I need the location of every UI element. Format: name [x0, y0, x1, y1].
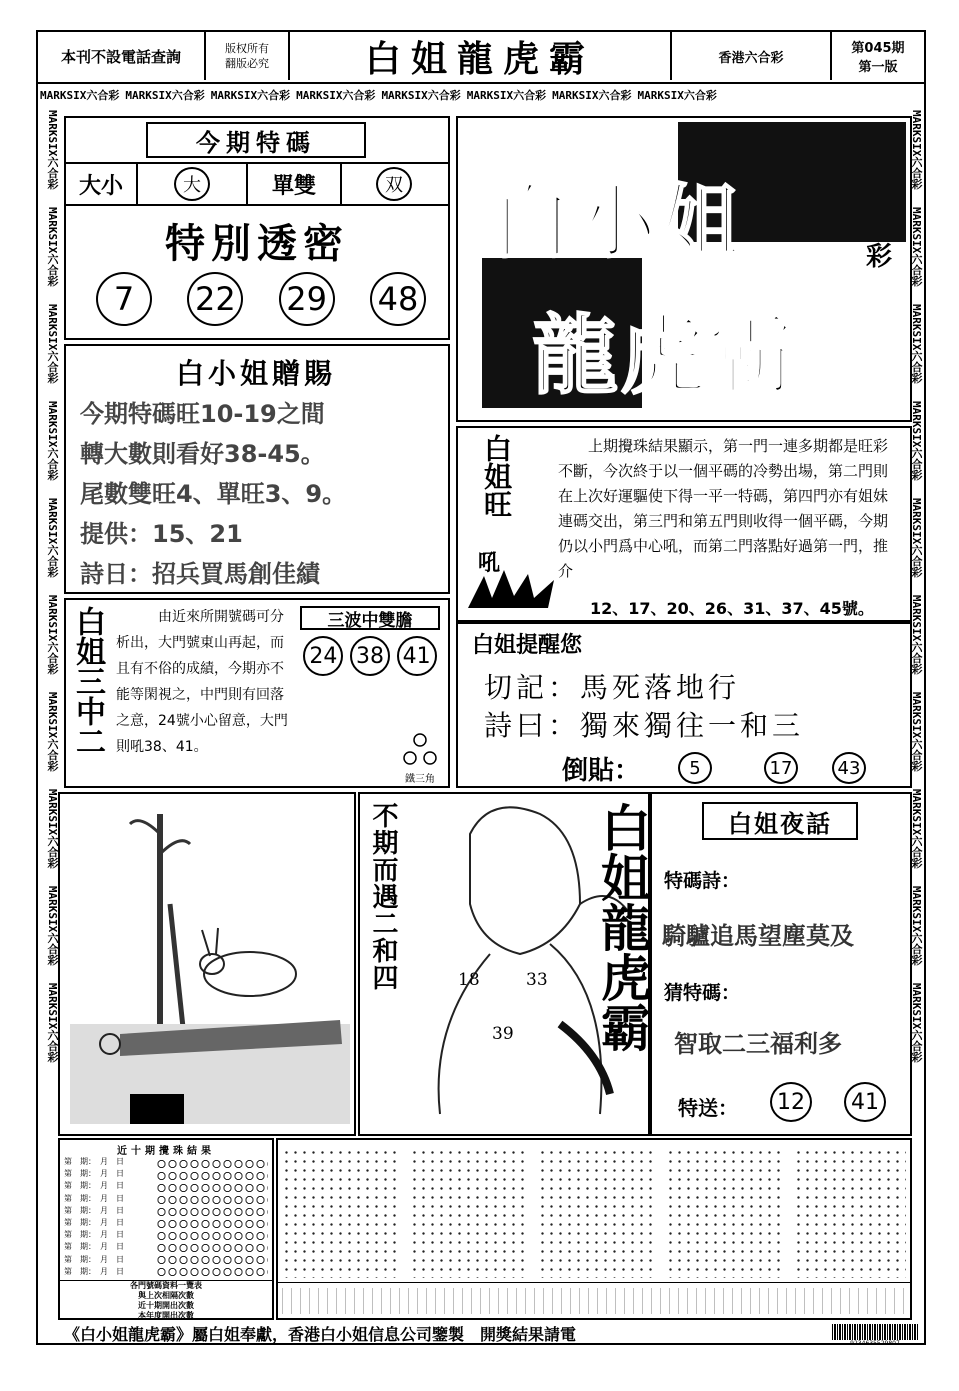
unexpected-vertical-text: 不期而遇二和四	[368, 802, 398, 991]
logo-line-1: 白小姐	[492, 175, 744, 269]
prosper-box	[456, 426, 912, 622]
results-row: 第 期： 月 日	[64, 1193, 124, 1203]
marksix-strip	[40, 84, 922, 106]
barcode-number: 9234635529807	[850, 1340, 900, 1347]
number-grid-panel	[410, 1148, 528, 1278]
paste-number: 17	[764, 752, 798, 784]
grid-stats-rows	[282, 1288, 906, 1314]
results-row: 第 期： 月 日	[64, 1157, 124, 1166]
iron-triangle-label: 鐵三角	[405, 774, 435, 785]
results-row: 第 期： 月 日	[64, 1230, 124, 1240]
side-right-label-5: MARKSIX六合彩	[910, 497, 923, 578]
side-left-label-4: MARKSIX六合彩	[46, 400, 59, 481]
special-code-title: 今期特碼	[146, 122, 366, 158]
side-right-label-9: MARKSIX六合彩	[910, 885, 923, 966]
number-grid-panel	[538, 1148, 656, 1278]
special-code-box	[64, 116, 450, 206]
remind-title: 白姐提醒您	[472, 633, 583, 658]
rabbit-illustration	[60, 794, 354, 1134]
side-right-label-7: MARKSIX六合彩	[910, 691, 923, 772]
side-right-label-1: MARKSIX六合彩	[910, 110, 923, 190]
no-phone-notice: 本刊不設電話查詢	[38, 32, 206, 80]
size-value: 大	[174, 167, 210, 201]
marksix-side-left	[38, 110, 60, 1330]
edition-label: 第一版	[858, 60, 898, 75]
page-title: 白姐龍虎霸	[364, 37, 595, 80]
three-two-box	[64, 598, 450, 788]
reveal-number: 7	[96, 272, 152, 326]
three-wave-numbers	[300, 636, 440, 676]
three-wave-number: 24	[303, 636, 343, 676]
girl-number: 39	[492, 1024, 514, 1044]
side-left-label-2: MARKSIX六合彩	[46, 206, 59, 287]
guess-text: 智取二三福利多	[674, 1030, 842, 1058]
number-grid-panel	[666, 1148, 784, 1278]
strip-label-1: MARKSIX六合彩	[40, 89, 120, 102]
special-code-row	[66, 162, 448, 204]
results-row: 第 期： 月 日	[64, 1169, 124, 1179]
gift-box	[64, 344, 450, 594]
results-footer-title: 各門號碼資料一覽表	[130, 1281, 202, 1290]
send-number: 12	[770, 1082, 812, 1122]
side-right-label-4: MARKSIX六合彩	[910, 400, 923, 481]
side-left-label-7: MARKSIX六合彩	[46, 691, 59, 772]
side-left-label-3: MARKSIX六合彩	[46, 303, 59, 384]
gift-line: 轉大數則看好38-45。	[80, 440, 325, 468]
reveal-title: 特別透密	[165, 220, 349, 267]
parity-value: 双	[376, 167, 412, 201]
night-talk-title: 白姐夜話	[702, 802, 858, 840]
reveal-number: 48	[370, 272, 426, 326]
remind-line-1: 切記：馬死落地行	[484, 671, 741, 704]
rabbit-illustration-box	[58, 792, 356, 1136]
results-table	[58, 1138, 274, 1320]
results-row: 第 期： 月 日	[64, 1242, 124, 1252]
results-footer	[60, 1280, 272, 1321]
strip-label-3: MARKSIX六合彩	[210, 89, 291, 102]
side-right-label-8: MARKSIX六合彩	[910, 788, 923, 869]
roar-label: 吼	[478, 550, 501, 576]
copyright-line-2: 翻版必究	[225, 57, 269, 70]
results-row: 第 期： 月 日	[64, 1181, 124, 1191]
results-row: 第 期： 月 日	[64, 1266, 124, 1276]
night-talk-box	[650, 792, 912, 1136]
gift-title: 白小姐贈賜	[175, 357, 336, 390]
three-two-text: 由近來所開號碼可分析出，大門號東山再起，而且有不俗的成績，今期亦不能等閑視之，中門則有回落之意，24號小心留意，大門則吼38、41。	[116, 609, 288, 755]
copyright-line-1: 版权所有	[225, 42, 269, 55]
results-ball-grid	[156, 1158, 268, 1276]
strip-label-5: MARKSIX六合彩	[381, 89, 461, 102]
strip-label-8: MARKSIX六合彩	[637, 89, 717, 102]
issue-box	[830, 32, 924, 80]
paste-number: 5	[678, 752, 712, 784]
paste-number: 43	[832, 752, 866, 784]
three-two-side-label: 白姐三中二	[70, 606, 105, 756]
girl-number: 33	[526, 970, 548, 990]
strip-label-2: MARKSIX六合彩	[125, 89, 205, 102]
three-wave-title: 三波中雙膽	[300, 606, 440, 630]
side-right-label-2: MARKSIX六合彩	[910, 206, 923, 287]
remind-box	[456, 622, 912, 788]
remind-line-2: 詩曰：獨來獨往一和三	[484, 709, 805, 742]
special-reveal-box	[64, 206, 450, 340]
size-label: 大小	[66, 164, 138, 204]
barcode	[832, 1324, 918, 1340]
poem-label: 特碼詩：	[664, 870, 741, 892]
side-left-label-8: MARKSIX六合彩	[46, 788, 59, 869]
three-wave-number: 38	[350, 636, 390, 676]
results-footer-row: 本年度開出次數	[138, 1311, 194, 1320]
logo-corner-char: 彩	[866, 242, 893, 272]
lottery-name: 香港六合彩	[670, 32, 830, 80]
reveal-number: 22	[187, 272, 243, 326]
burst-icon	[464, 568, 560, 616]
poem-text: 騎驢追馬望塵莫及	[662, 922, 854, 950]
unexpected-box	[358, 792, 650, 1136]
reveal-number: 29	[279, 272, 335, 326]
gift-line: 今期特碼旺10-19之間	[80, 400, 325, 428]
guess-label: 猜特碼：	[664, 982, 741, 1004]
side-left-label-5: MARKSIX六合彩	[46, 497, 59, 578]
results-table-title: 近十期攪珠結果	[117, 1146, 215, 1157]
strip-label-6: MARKSIX六合彩	[466, 89, 547, 102]
side-left-label-10: MARKSIX六合彩	[46, 982, 59, 1063]
brand-vertical: 白姐龍虎霸	[593, 802, 652, 1052]
prosper-picks: 12、17、20、26、31、37、45號。	[590, 599, 874, 618]
number-grid-panel	[794, 1148, 906, 1278]
number-grid-panel	[282, 1148, 400, 1278]
results-row: 第 期： 月 日	[64, 1218, 124, 1228]
logo-art-box	[456, 116, 912, 422]
parity-label: 單雙	[246, 164, 342, 204]
reveal-numbers	[96, 272, 426, 326]
side-right-label-3: MARKSIX六合彩	[910, 303, 923, 384]
gift-line: 尾數雙旺4、單旺3、9。	[80, 480, 347, 508]
three-wave-number: 41	[397, 636, 437, 676]
strip-label-7: MARKSIX六合彩	[552, 89, 632, 102]
copyright-notice	[206, 32, 290, 80]
issue-number: 第045期	[851, 41, 905, 56]
side-left-label-6: MARKSIX六合彩	[46, 594, 59, 675]
results-row: 第 期： 月 日	[64, 1205, 124, 1215]
paste-label: 倒貼：	[562, 756, 641, 786]
strip-label-4: MARKSIX六合彩	[296, 89, 376, 102]
send-number: 41	[844, 1082, 886, 1122]
number-grid-panels	[276, 1138, 912, 1320]
side-right-label-10: MARKSIX六合彩	[910, 982, 923, 1063]
iron-triangle-icon	[400, 732, 440, 768]
gift-line: 詩日：招兵買馬創佳績	[80, 560, 320, 588]
send-label: 特送：	[678, 1096, 738, 1120]
prosper-text: 上期攪珠結果顯示，第一門一連多期都是旺彩不斷，今次終于以一個平碼的冷勢出場，第二門則在上次好運驅使下得一平一特碼，第四門亦有姐妹連碼交出，第三門和第五門則收得一個平碼，今期仍以小門爲中心吼，而第二門落點好過第一門，推介	[558, 437, 889, 580]
prosper-side-label: 白姐旺	[480, 434, 513, 518]
results-footer-row: 近十期開出次數	[138, 1301, 194, 1310]
results-rows	[64, 1156, 124, 1278]
side-left-label-9: MARKSIX六合彩	[46, 885, 59, 966]
logo-line-2: 龍虎霸	[532, 305, 796, 406]
girl-number: 18	[458, 970, 480, 990]
results-row: 第 期： 月 日	[64, 1254, 124, 1264]
gift-line: 提供：15、21	[80, 520, 243, 548]
results-footer-row: 與上次相隔次數	[138, 1291, 194, 1300]
gift-lines	[80, 394, 346, 594]
footer-text: 《白小姐龍虎霸》屬白姐奉獻，香港白小姐信息公司鑒製 開獎結果請電	[64, 1325, 577, 1344]
side-left-label-1: MARKSIX六合彩	[46, 110, 59, 190]
grid-divider	[278, 1282, 910, 1283]
side-right-label-6: MARKSIX六合彩	[910, 594, 923, 675]
